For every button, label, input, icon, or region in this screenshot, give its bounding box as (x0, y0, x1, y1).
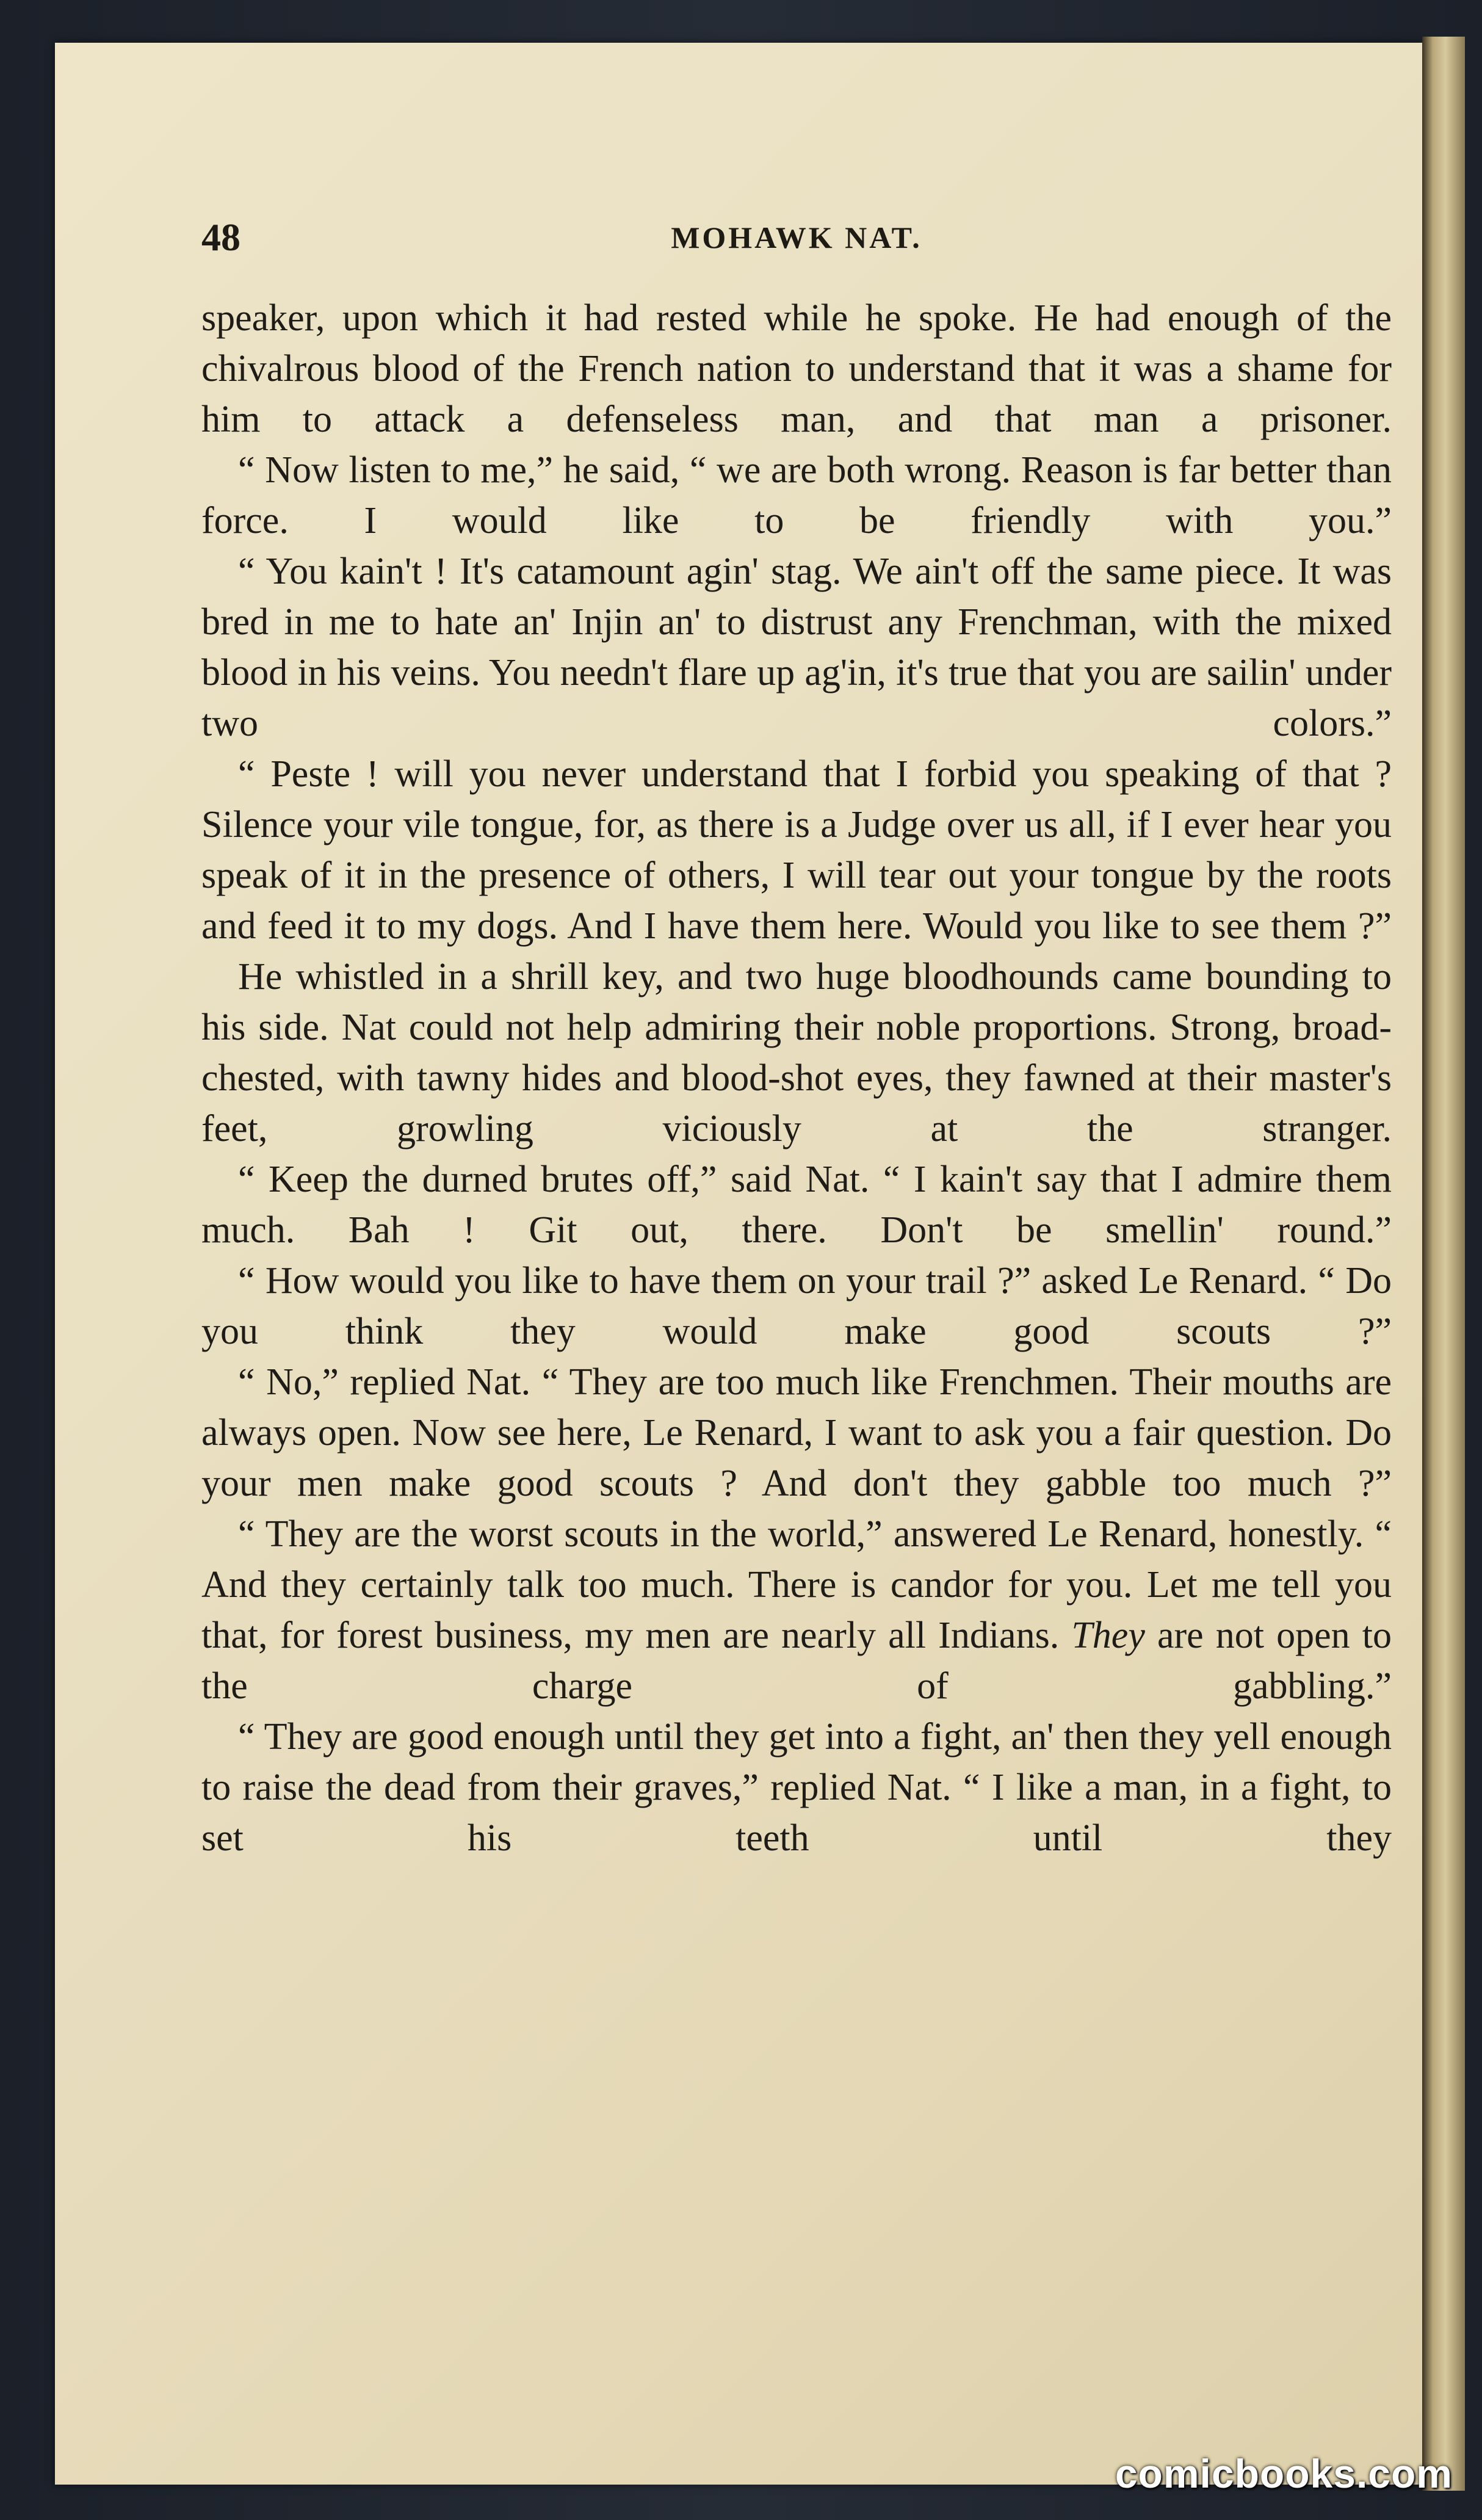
paragraph: “ Peste ! will you never understand that I forbid you speaking of that ? Silence your vile tongue, for, as there is a Judge over us all, if I ever hear you speak of it in the presence of others, I will tear out your tongue by the roots and feed it to my dogs. And I have them here. Would you like to see them ?” (201, 753, 1392, 947)
paragraph: “ You kain't ! It's catamount agin' stag. We ain't off the same piece. It was bred in me to hate an' Injin an' to distrust any Frenchman, with the mixed blood in his veins. You needn't flare up ag'in, it's true that you are sailin' under two colors.” (201, 551, 1392, 744)
watermark: comicbooks.com (1115, 2451, 1453, 2496)
paragraph: “ Keep the durned brutes off,” said Nat. “ I kain't say that I admire them much. Bah ! Git out, there. Don't be smellin' round.” (201, 1159, 1392, 1251)
paragraph: “ Now listen to me,” he said, “ we are both wrong. Reason is far better than force. I would like to be friendly with you.” (201, 449, 1392, 541)
paragraph: “ They are good enough until they get into a fight, an' then they yell enough to raise the dead from their graves,” replied Nat. “ I like a man, in a fight, to set his teeth until they (201, 1716, 1392, 1859)
page-number: 48 (201, 215, 240, 259)
paragraph: He whistled in a shrill key, and two huge bloodhounds came bounding to his side. Nat could not help admiring their noble proportions. Strong, broad-chested, with tawny hides and blood-shot eyes, they fawned at their master's feet, growling viciously at the stranger. (201, 956, 1392, 1150)
paragraph: “ No,” replied Nat. “ They are too much like Frenchmen. Their mouths are always open. Now see here, Le Renard, I want to ask you a fair question. Do your men make good scouts ? And don't they gabble too much ?” (201, 1361, 1392, 1504)
paragraph (201, 1509, 1392, 1712)
paragraph-text: are not open to the charge of gabbling.” (201, 1615, 1392, 1707)
paragraph: “ How would you like to have them on your trail ?” asked Le Renard. “ Do you think they would make good scouts ?” (201, 1260, 1392, 1352)
paragraph: speaker, upon which it had rested while he spoke. He had enough of the chivalrous blood of the French nation to understand that it was a shame for him to attack a defenseless man, and that man a prisoner. (201, 297, 1392, 440)
paragraph-text: “ They are the worst scouts in the world,” answered Le Renard, honestly. “ And they certainly talk too much. There is candor for you. Let me tell you that, for forest business, my men are nearly all Indians. (201, 1513, 1392, 1656)
emphasis-text: They (1071, 1615, 1145, 1656)
body-text (201, 293, 1392, 1864)
page-edge (1422, 37, 1465, 2491)
running-title: MOHAWK NAT. (671, 220, 922, 255)
page-header (201, 215, 1392, 264)
